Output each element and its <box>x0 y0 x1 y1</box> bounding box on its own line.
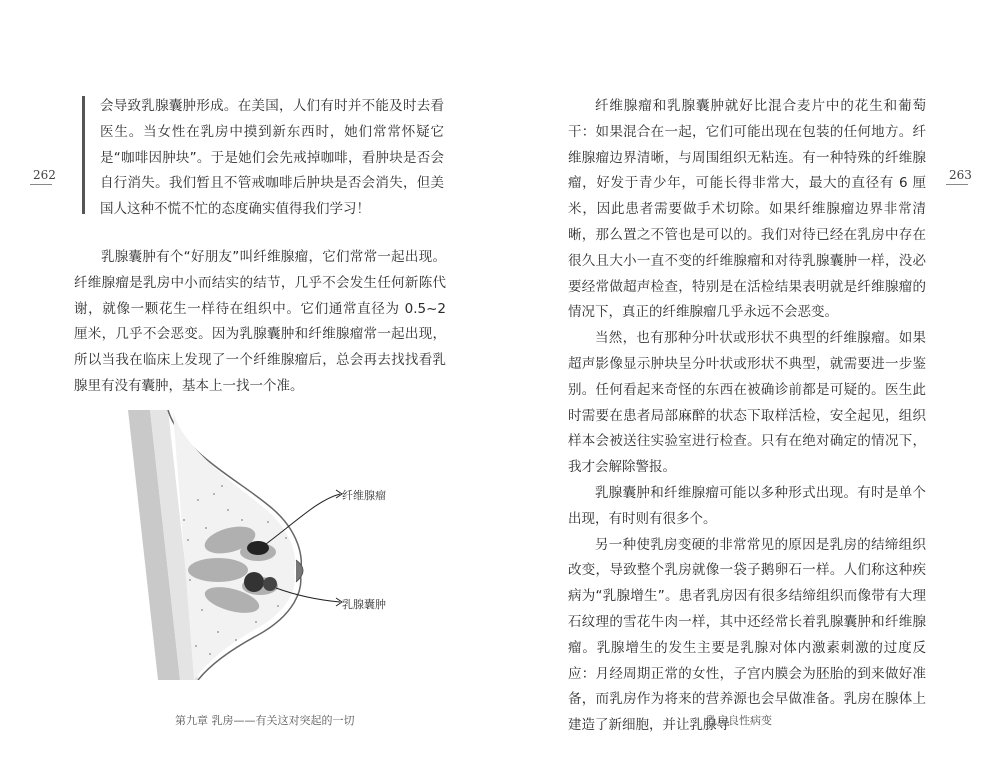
cyst-mass <box>244 572 264 592</box>
paragraph: 当然，也有那种分叶状或形状不典型的纤维腺瘤。如果超声影像显示肿块呈分叶状或形状不典型，就需要进一步鉴别。任何看起来奇怪的东西在被确诊前都是可疑的。医生此时需要在患者局部麻醉的状态下取样活检，安全起见，组织样本会被送往实验室进行检查。只有在绝对确定的情况下，我才会解除警报。 <box>568 330 926 476</box>
page-number-rule-right <box>946 184 968 185</box>
quote-bar <box>82 96 85 214</box>
quote-text: 会导致乳腺囊肿形成。在美国，人们有时并不能及时去看医生。当女性在乳房中摸到新东西时，她们常常怀疑它是“咖啡因肿块”。于是她们会先戒掉咖啡，看肿块是否会自行消失。我们暂且不管戒咖啡后肿块是否会消失，但美国人这种不慌不忙的态度确实值得我们学习！ <box>100 98 444 218</box>
cyst-mass <box>263 577 277 591</box>
page-number-right: 263 <box>949 168 972 182</box>
quote-block <box>100 94 444 223</box>
breast-illustration <box>118 410 418 680</box>
footer-right: 乳房良性病变 <box>706 714 772 727</box>
page-number-left: 262 <box>33 168 56 182</box>
footer-left: 第九章 乳房——有关这对突起的一切 <box>175 714 355 727</box>
right-body-text <box>568 94 926 739</box>
page-number-rule-left <box>30 184 52 185</box>
fibroadenoma-label: 纤维腺瘤 <box>342 489 386 502</box>
paragraph: 乳腺囊肿有个“好朋友”叫纤维腺瘤，它们常常一起出现。纤维腺瘤是乳房中小而结实的结节，几乎不会发生任何新陈代谢，就像一颗花生一样待在组织中。它们通常直径为 0.5~2 厘米，几乎不会恶变。因为乳腺囊肿和纤维腺瘤常一起出现，所以当我在临床上发现了一个纤维腺瘤后，总会再去找找看乳腺里有没有囊肿，基本上一找一个准。 <box>74 249 446 394</box>
cyst-label: 乳腺囊肿 <box>342 598 386 611</box>
paragraph: 另一种使乳房变硬的非常常见的原因是乳房的结缔组织改变，导致整个乳房就像一袋子鹅卵石一样。人们称这种疾病为“乳腺增生”。患者乳房因有很多结缔组织而像带有大理石纹理的雪花牛肉一样，其中还经常长着乳腺囊肿和纤维腺瘤。乳腺增生的发生主要是乳腺对体内激素刺激的过度反应：月经周期正常的女性，子宫内膜会为胚胎的到来做好准备，而乳房作为将来的营养源也会早做准备。乳房在腺体上建造了新细胞，并让乳腺导 <box>568 536 926 734</box>
left-body-text <box>74 245 446 400</box>
paragraph: 乳腺囊肿和纤维腺瘤可能以多种形式出现。有时是单个出现，有时则有很多个。 <box>568 484 926 527</box>
paragraph: 纤维腺瘤和乳腺囊肿就好比混合麦片中的花生和葡萄干：如果混合在一起，它们可能出现在包装的任何地方。纤维腺瘤边界清晰，与周围组织无粘连。有一种特殊的纤维腺瘤，好发于青少年，可能长得非常大，最大的直径有 6 厘米，因此患者需要做手术切除。如果纤维腺瘤边界非常清晰，那么置之不管也是可以的。我们对待已经在乳房中存在很久且大小一直不变的纤维腺瘤和对待乳腺囊肿一样，没必要经常做超声检查，特别是在活检结果表明就是纤维腺瘤的情况下，真正的纤维腺瘤几乎永远不会恶变。 <box>568 98 926 321</box>
fibroadenoma-mass <box>247 541 269 555</box>
